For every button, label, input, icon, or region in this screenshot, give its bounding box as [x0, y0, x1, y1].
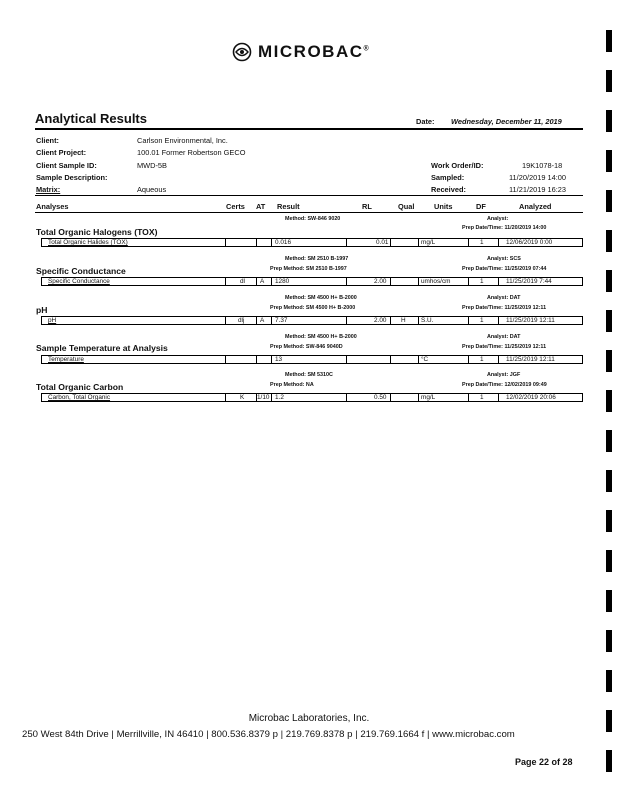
analyst-text: Analyst: DAT: [487, 295, 521, 301]
rl-cell: 0.50: [374, 394, 387, 401]
analyte-cell: Carbon, Total Organic: [48, 394, 111, 401]
sampled-label: Sampled:: [431, 173, 465, 182]
client-sample-id-value: MWD-5B: [137, 161, 167, 170]
table-row: [41, 238, 583, 247]
scan-edge-mark: [606, 470, 612, 492]
method-text: Method: SM 4500 H+ B-2000: [285, 334, 357, 340]
analyst-text: Analyst: JGF: [487, 372, 521, 378]
table-row: [41, 277, 583, 286]
scan-edge-mark: [606, 390, 612, 412]
title-rule: [35, 128, 583, 130]
result-cell: 1280: [275, 278, 290, 285]
scan-edge-mark: [606, 230, 612, 252]
client-project-label: Client Project:: [36, 148, 87, 157]
at-cell: 1/10: [257, 394, 270, 401]
prep-datetime-text: Prep Date/Time: 12/02/2019 09:49: [462, 382, 547, 388]
logo-text: [258, 42, 370, 62]
col-header-analyses: Analyses: [36, 202, 69, 211]
analyzed-cell: 11/25/2019 12:11: [506, 317, 555, 324]
method-text: Method: SM 2510 B-1997: [285, 256, 349, 262]
table-row: [41, 393, 583, 402]
scan-edge-mark: [606, 190, 612, 212]
prep-method-text: Prep Method: SM 4500 H+ B-2000: [270, 305, 356, 311]
client-sample-id-label: Client Sample ID:: [36, 161, 97, 170]
scan-edge-mark: [606, 70, 612, 92]
sampled-value: 11/20/2019 14:00: [509, 173, 566, 182]
scan-edge-mark: [606, 110, 612, 132]
result-cell: 7.37: [275, 317, 288, 324]
col-header-result: Result: [277, 202, 300, 211]
method-text: Method: SM 4500 H+ B-2000: [285, 295, 357, 301]
microbac-logo-icon: [232, 42, 252, 62]
analyzed-cell: 11/25/2019 7:44: [506, 278, 552, 285]
footer-company: Microbac Laboratories, Inc.: [248, 713, 370, 724]
prep-datetime-text: Prep Date/Time: 11/25/2019 12:11: [462, 344, 547, 350]
units-cell: mg/L: [421, 394, 436, 401]
footer-address: 250 West 84th Drive | Merrillville, IN 46410 | 800.536.8379 p | 219.769.8378 p | 219.769.1664 f | www.microbac.com: [22, 729, 515, 740]
client-value: Carlson Environmental, Inc.: [137, 136, 228, 145]
scan-edge-mark: [606, 310, 612, 332]
date-value: Wednesday, December 11, 2019: [451, 117, 562, 126]
col-header-rl: RL: [362, 202, 372, 211]
matrix-value: Aqueous: [137, 185, 167, 194]
analyst-text: Analyst: DAT: [487, 334, 521, 340]
result-cell: 13: [275, 356, 283, 363]
scan-edge-mark: [606, 590, 612, 612]
logo-wordmark: MICROBAC: [258, 42, 364, 61]
group-name: Total Organic Halogens (TOX): [36, 227, 158, 237]
col-header-df: DF: [476, 202, 486, 211]
analyte-cell: pH: [48, 317, 57, 324]
scan-edge-mark: [606, 550, 612, 572]
certs-cell: K: [240, 394, 245, 401]
scan-edge-mark: [606, 150, 612, 172]
certs-cell: dl: [240, 278, 245, 285]
qual-cell: H: [401, 317, 406, 324]
df-cell: 1: [480, 356, 484, 363]
client-label: Client:: [36, 136, 59, 145]
units-cell: umhos/cm: [421, 278, 451, 285]
col-header-at: AT: [256, 202, 266, 211]
header-rule: [35, 212, 583, 213]
analyst-text: Analyst: SCS: [487, 256, 521, 262]
scan-edge-mark: [606, 270, 612, 292]
rl-cell: 0.01: [376, 239, 389, 246]
prep-datetime-text: Prep Date/Time: 11/20/2019 14:00: [462, 225, 547, 231]
work-order-value: 19K1078-18: [522, 161, 563, 170]
scan-edge-mark: [606, 30, 612, 52]
analyte-cell: Specific Conductance: [48, 278, 110, 285]
table-row: [41, 355, 583, 364]
rl-cell: 2.00: [374, 317, 387, 324]
method-text: Method: SM 5310C: [285, 372, 333, 378]
result-cell: 0.016: [275, 239, 291, 246]
received-value: 11/21/2019 16:23: [509, 185, 566, 194]
group-name: pH: [36, 305, 48, 315]
matrix-label: Matrix:: [36, 185, 61, 194]
scan-edge-mark: [606, 750, 612, 772]
scan-edge-mark: [606, 670, 612, 692]
group-name: Sample Temperature at Analysis: [36, 343, 168, 353]
group-name: Total Organic Carbon: [36, 382, 124, 392]
registered-mark: ®: [363, 45, 371, 53]
scan-edge-mark: [606, 350, 612, 372]
work-order-label: Work Order/ID:: [431, 161, 484, 170]
method-text: Method: SW-846 9020: [285, 216, 341, 222]
df-cell: 1: [480, 317, 484, 324]
table-row: [41, 316, 583, 325]
analyte-cell: Temperature: [48, 356, 84, 363]
result-cell: 1.2: [275, 394, 284, 401]
client-block-rule: [35, 195, 583, 196]
col-header-units: Units: [434, 202, 453, 211]
received-label: Received:: [431, 185, 466, 194]
group-name: Specific Conductance: [36, 266, 126, 276]
at-cell: A: [260, 317, 265, 324]
certs-cell: dlj: [238, 317, 245, 324]
col-header-certs: Certs: [226, 202, 245, 211]
date-label: Date:: [416, 117, 435, 126]
scan-edge-mark: [606, 630, 612, 652]
analyst-text: Analyst:: [487, 216, 509, 222]
prep-method-text: Prep Method: SM 2510 B-1997: [270, 266, 347, 272]
analyte-cell: Total Organic Halides (TOX): [48, 239, 128, 246]
scan-edge-mark: [606, 430, 612, 452]
df-cell: 1: [480, 394, 484, 401]
page-title: Analytical Results: [35, 111, 147, 126]
page-number: Page 22 of 28: [515, 757, 573, 767]
scan-edge-mark: [606, 510, 612, 532]
sample-description-label: Sample Description:: [36, 173, 108, 182]
col-header-qual: Qual: [398, 202, 415, 211]
prep-method-text: Prep Method: NA: [270, 382, 314, 388]
at-cell: A: [260, 278, 265, 285]
col-header-analyzed: Analyzed: [519, 202, 552, 211]
prep-datetime-text: Prep Date/Time: 11/25/2019 12:11: [462, 305, 547, 311]
units-cell: °C: [421, 356, 429, 363]
analyzed-cell: 11/25/2019 12:11: [506, 356, 555, 363]
df-cell: 1: [480, 239, 484, 246]
client-project-value: 100.01 Former Robertson GECO: [137, 148, 246, 157]
analyzed-cell: 12/02/2019 20:06: [506, 394, 556, 401]
prep-method-text: Prep Method: SW-846 9040D: [270, 344, 343, 350]
df-cell: 1: [480, 278, 484, 285]
units-cell: S.U.: [421, 317, 434, 324]
prep-datetime-text: Prep Date/Time: 11/25/2019 07:44: [462, 266, 547, 272]
rl-cell: 2.00: [374, 278, 387, 285]
analyzed-cell: 12/06/2019 0:00: [506, 239, 553, 246]
units-cell: mg/L: [421, 239, 436, 246]
